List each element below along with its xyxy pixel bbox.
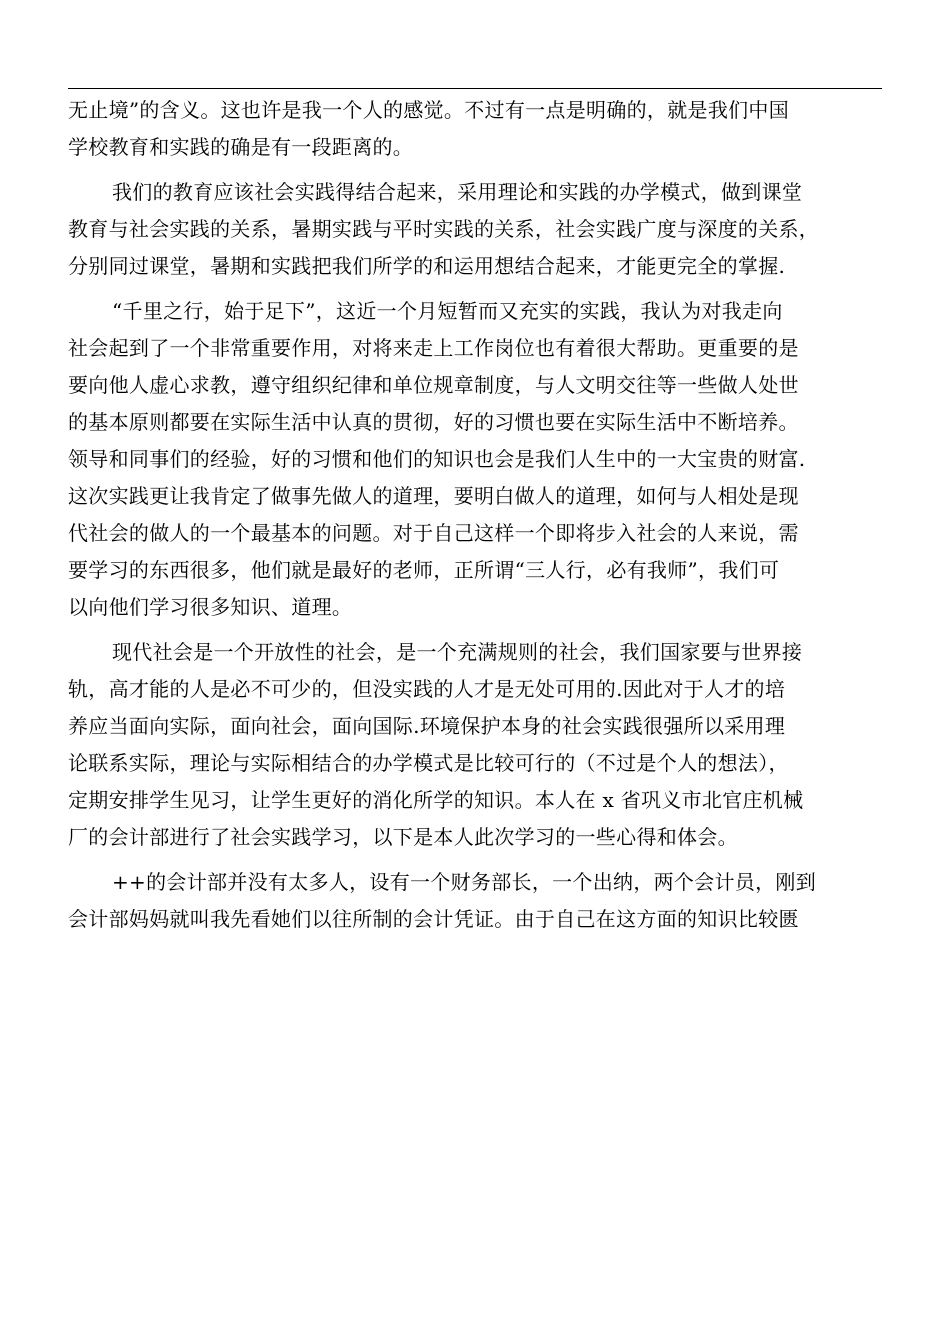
text-line: 定期安排学生见习，让学生更好的消化所学的知识。本人在 x 省巩义市北官庄机械: [68, 788, 804, 812]
paragraph: [68, 864, 882, 938]
text-line: 领导和同事们的经验，好的习惯和他们的知识也会是我们人生中的一大宝贵的财富.: [68, 447, 806, 471]
text-line: 轨，高才能的人是必不可少的，但没实践的人才是无处可用的.因此对于人才的培: [68, 677, 786, 701]
paragraph: [68, 293, 882, 626]
text-line: 代社会的做人的一个最基本的问题。对于自己这样一个即将步入社会的人来说，需: [68, 521, 799, 545]
text-line: 教育与社会实践的关系，暑期实践与平时实践的关系，社会实践广度与深度的关系，: [68, 217, 820, 241]
text-line: 养应当面向实际，面向社会，面向国际.环境保护本身的社会实践很强所以采用理: [68, 714, 786, 738]
header-rule: [68, 88, 882, 89]
text-line: 厂的会计部进行了社会实践学习，以下是本人此次学习的一些心得和体会。: [68, 825, 738, 849]
paragraph: [68, 92, 882, 166]
text-line: 的基本原则都要在实际生活中认真的贯彻，好的习惯也要在实际生活中不断培养。: [68, 410, 799, 434]
text-line: “千里之行，始于足下”，这近一个月短暂而又充实的实践，我认为对我走向: [112, 299, 783, 323]
text-line: 社会起到了一个非常重要作用，对将来走上工作岗位也有着很大帮助。更重要的是: [68, 336, 799, 360]
text-line: 会计部妈妈就叫我先看她们以往所制的会计凭证。由于自己在这方面的知识比较匮: [68, 907, 799, 931]
paragraph: [68, 174, 882, 285]
document-body: [68, 92, 882, 938]
text-line: 无止境”的含义。这也许是我一个人的感觉。不过有一点是明确的，就是我们中国: [68, 98, 790, 122]
text-line: 以向他们学习很多知识、道理。: [68, 595, 353, 619]
text-line: 论联系实际，理论与实际相结合的办学模式是比较可行的（不过是个人的想法），: [68, 751, 789, 775]
text-line: 要向他人虚心求教，遵守组织纪律和单位规章制度，与人文明交往等一些做人处世: [68, 373, 799, 397]
text-line: 学校教育和实践的确是有一段距离的。: [68, 135, 414, 159]
text-line: 这次实践更让我肯定了做事先做人的道理，要明白做人的道理，如何与人相处是现: [68, 484, 799, 508]
text-line: 现代社会是一个开放性的社会，是一个充满规则的社会，我们国家要与世界接: [112, 640, 803, 664]
text-line: 分别同过课堂，暑期和实践把我们所学的和运用想结合起来，才能更完全的掌握.: [68, 254, 786, 278]
paragraph: [68, 634, 882, 856]
text-line: 我们的教育应该社会实践得结合起来，采用理论和实践的办学模式，做到课堂: [112, 180, 803, 204]
text-line: ++的会计部并没有太多人，设有一个财务部长，一个出纳，两个会计员，刚到: [112, 870, 817, 894]
text-line: 要学习的东西很多，他们就是最好的老师，正所谓“三人行，必有我师”，我们可: [68, 558, 780, 582]
